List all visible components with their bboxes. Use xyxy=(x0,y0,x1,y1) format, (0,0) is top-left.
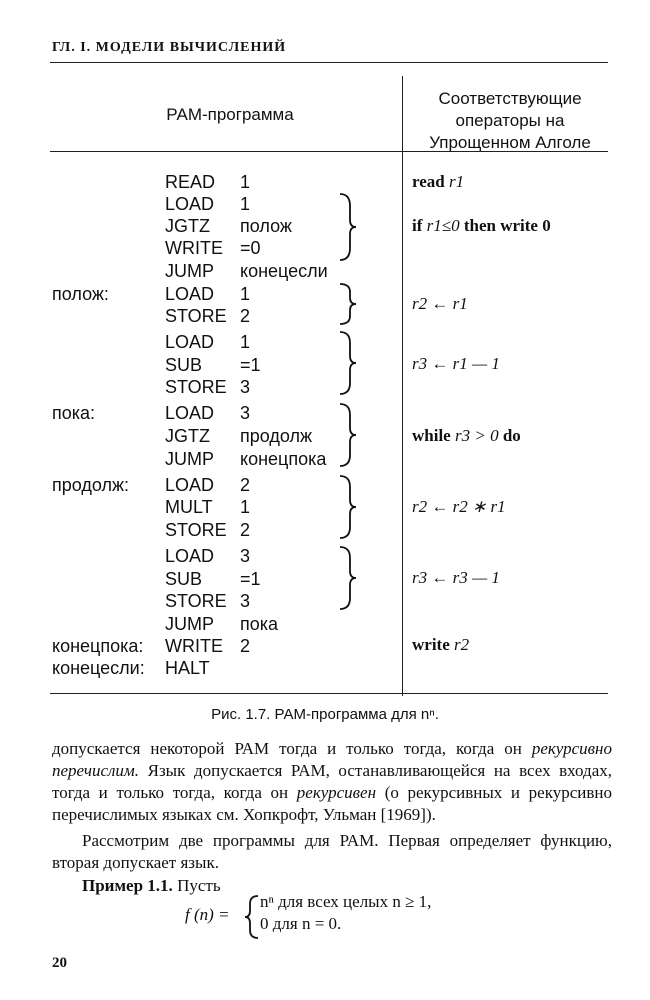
row-operand: =1 xyxy=(240,569,261,589)
row-opcode: LOAD xyxy=(165,194,215,214)
row-operand: конецесли xyxy=(240,261,328,281)
running-head: ГЛ. I. МОДЕЛИ ВЫЧИСЛЕНИЙ xyxy=(52,40,287,55)
algol-statement: r3 ← r1 — 1 xyxy=(412,354,500,373)
case-brace-icon xyxy=(244,894,260,940)
row-opcode: STORE xyxy=(165,306,227,326)
row-opcode: LOAD xyxy=(165,475,215,495)
brace-icon xyxy=(338,282,358,326)
row-operand: полож xyxy=(240,216,292,236)
row-label: пока: xyxy=(52,403,96,423)
row-opcode: STORE xyxy=(165,520,227,540)
figure-caption: Рис. 1.7. РАМ-программа для nⁿ. xyxy=(211,706,439,723)
row-operand: продолж xyxy=(240,426,313,446)
row-opcode: JGTZ xyxy=(165,216,210,236)
row-operand: 1 xyxy=(240,284,251,304)
row-opcode: JUMP xyxy=(165,614,214,634)
algol-statement: while r3 > 0 do xyxy=(412,426,521,445)
paragraph: допускается некоторой РАМ тогда и только тогда, когда он рекурсивно перечислим. Язык допускается РАМ, останавливающейся на всех входах, тогда и только тогда, когда он рекурсивен (о рекурсивных и рекурсивно перечислимых языках см. Хопкрофт, Ульман [1969]). xyxy=(52,739,613,824)
row-opcode: JGTZ xyxy=(165,426,210,446)
row-operand: 2 xyxy=(240,636,251,656)
row-opcode: STORE xyxy=(165,377,227,397)
algol-statement: r2 ← r1 xyxy=(412,294,468,313)
algol-statement: if r1≤0 then write 0 xyxy=(412,216,551,235)
row-opcode: MULT xyxy=(165,497,213,517)
algol-statement: read r1 xyxy=(412,172,465,191)
brace-icon xyxy=(338,474,358,540)
algol-statement: r3 ← r3 — 1 xyxy=(412,568,500,587)
brace-icon xyxy=(338,402,358,468)
row-operand: пока xyxy=(240,614,279,634)
row-opcode: HALT xyxy=(165,658,210,678)
row-operand: =1 xyxy=(240,355,261,375)
row-operand: конецпока xyxy=(240,449,327,469)
col2-header-line: операторы на xyxy=(455,111,565,130)
paragraph: Рассмотрим две программы для РАМ. Первая определяет функцию, вторая допускает язык. xyxy=(52,831,612,872)
brace-icon xyxy=(338,330,358,396)
row-operand: 2 xyxy=(240,306,251,326)
row-operand: 1 xyxy=(240,194,251,214)
row-opcode: JUMP xyxy=(165,449,214,469)
col2-header-line: Упрощенном Алголе xyxy=(429,133,591,152)
row-operand: 1 xyxy=(240,332,251,352)
row-opcode: WRITE xyxy=(165,238,223,258)
brace-icon xyxy=(338,545,358,611)
table-bottom-rule xyxy=(50,693,608,694)
row-opcode: LOAD xyxy=(165,403,215,423)
brace-icon xyxy=(338,192,358,262)
row-operand: 3 xyxy=(240,377,251,397)
algol-statement: r2 ← r2 ∗ r1 xyxy=(412,497,506,516)
row-opcode: SUB xyxy=(165,569,203,589)
col2-header-line: Соответствующие xyxy=(438,89,582,108)
row-operand: =0 xyxy=(240,238,261,258)
page-number: 20 xyxy=(52,955,67,971)
row-operand: 1 xyxy=(240,172,251,192)
row-operand: 3 xyxy=(240,403,251,423)
row-opcode: READ xyxy=(165,172,216,192)
row-label: полож: xyxy=(52,284,109,304)
row-opcode: LOAD xyxy=(165,546,215,566)
table-header-rule xyxy=(50,151,608,152)
row-operand: 3 xyxy=(240,546,251,566)
row-opcode: WRITE xyxy=(165,636,223,656)
case-line: 0 для n = 0. xyxy=(260,914,342,933)
row-opcode: SUB xyxy=(165,355,203,375)
row-opcode: STORE xyxy=(165,591,227,611)
row-label: продолж: xyxy=(52,475,130,495)
header-rule xyxy=(50,62,608,63)
row-operand: 1 xyxy=(240,497,251,517)
row-opcode: JUMP xyxy=(165,261,214,281)
algol-statement: write r2 xyxy=(412,635,470,654)
case-line: nⁿ для всех целых n ≥ 1, xyxy=(260,892,432,911)
row-operand: 2 xyxy=(240,520,251,540)
example-heading: Пример 1.1. Пусть xyxy=(82,876,221,895)
row-label: конецпока: xyxy=(52,636,144,656)
row-opcode: LOAD xyxy=(165,332,215,352)
table-column-divider xyxy=(402,76,403,696)
row-opcode: LOAD xyxy=(165,284,215,304)
row-label: конецесли: xyxy=(52,658,145,678)
col2-header xyxy=(405,88,615,154)
row-operand: 2 xyxy=(240,475,251,495)
function-lhs: f (n) = xyxy=(185,905,230,924)
col1-header: РАМ-программа xyxy=(166,105,294,124)
row-operand: 3 xyxy=(240,591,251,611)
